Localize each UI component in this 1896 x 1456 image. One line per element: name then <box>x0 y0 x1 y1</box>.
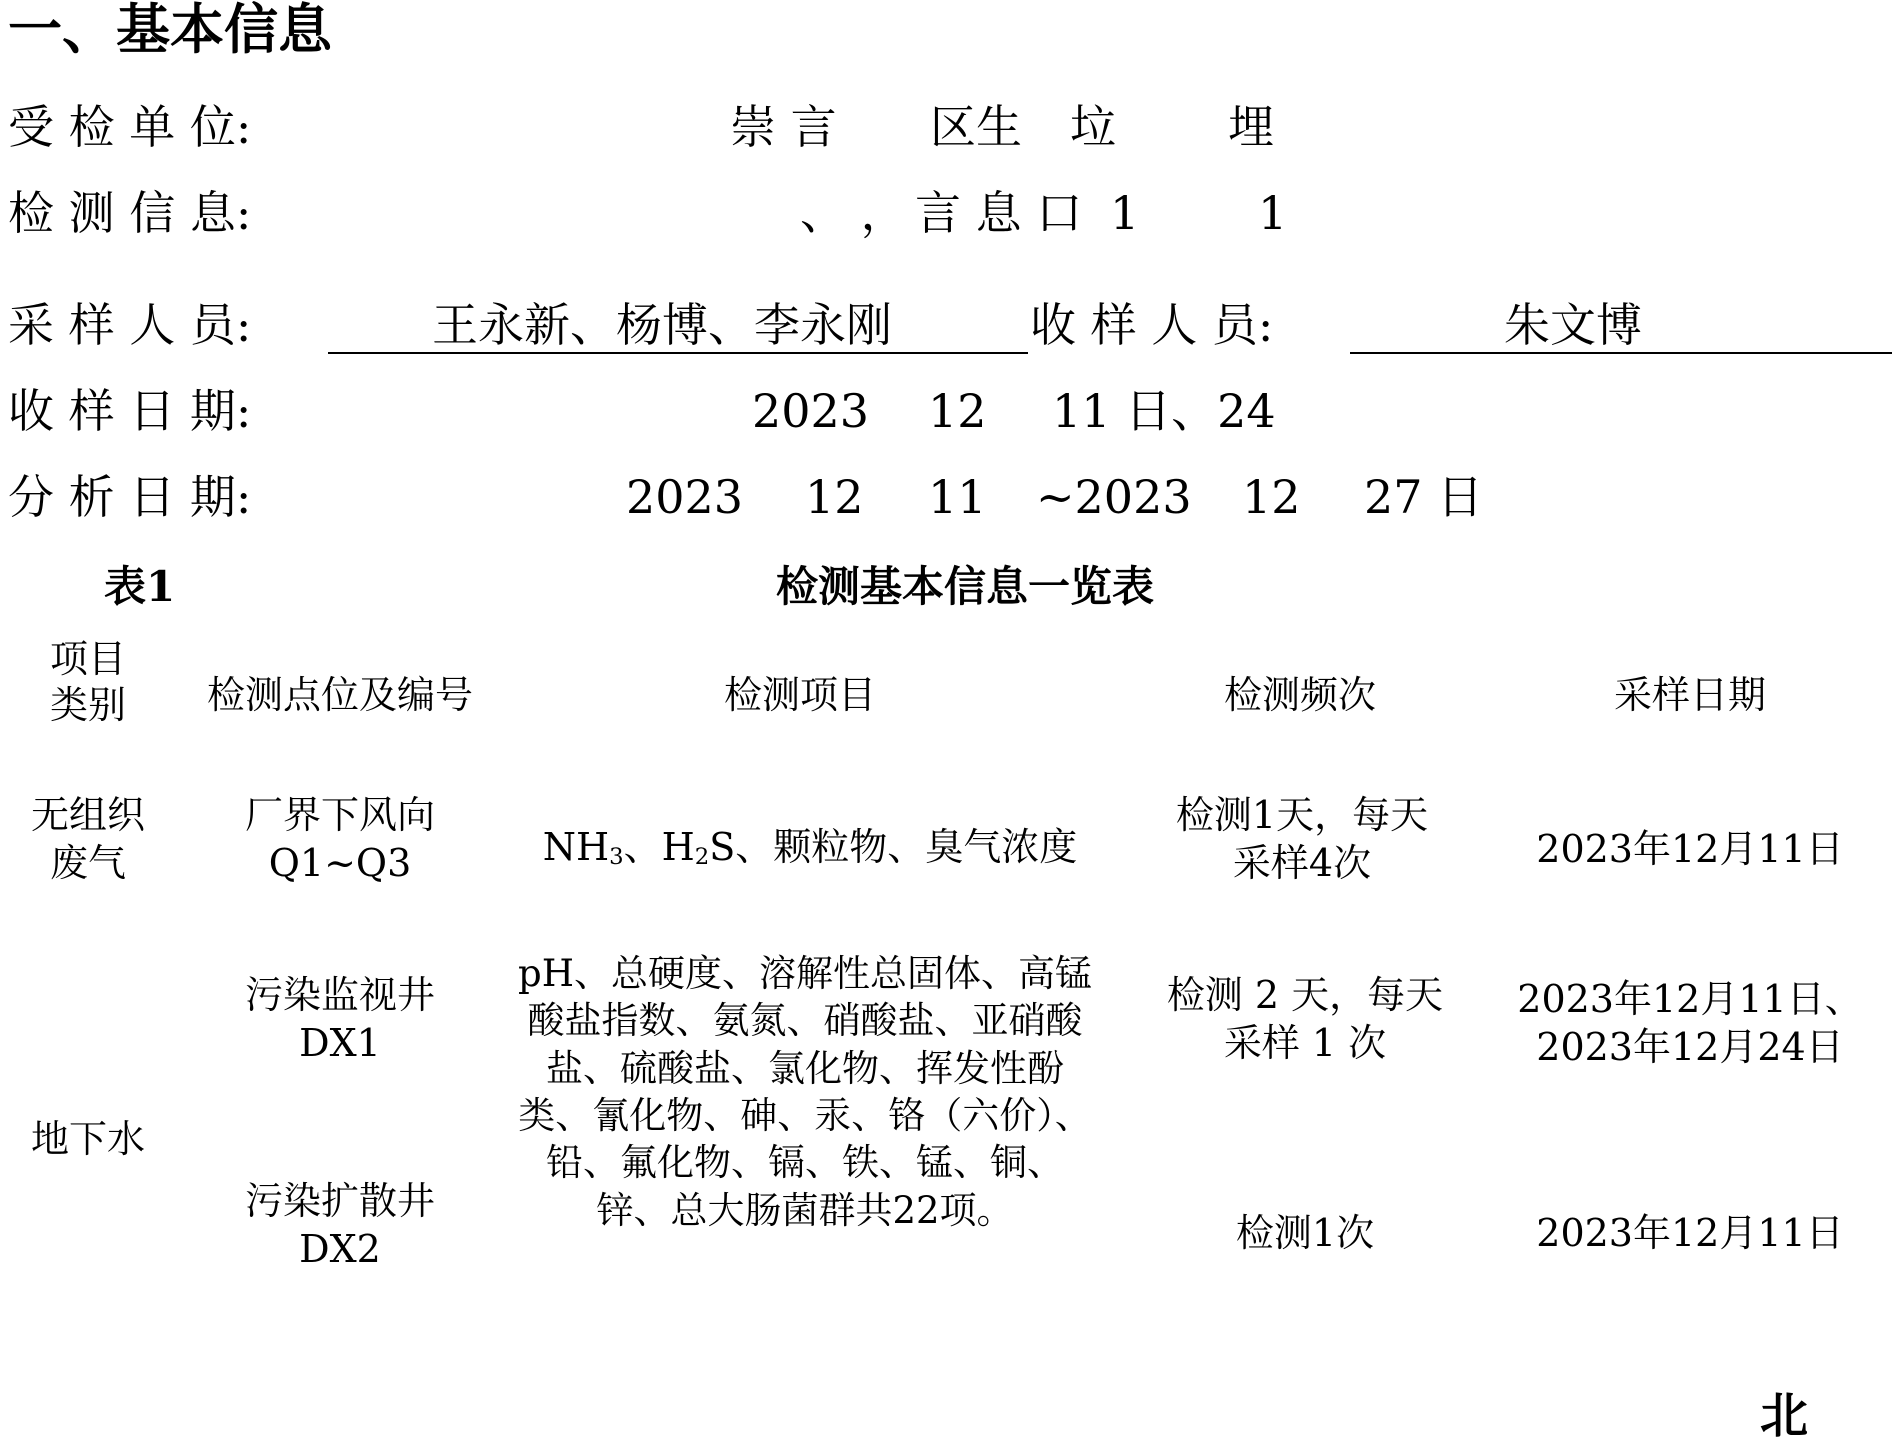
analysis-date-month-1: 12 <box>805 470 864 524</box>
table-row-3-date: 2023年12月11日 <box>1536 1211 1844 1255</box>
header-category: 项目类别 <box>49 637 126 728</box>
analysis-date-day-1: 11 <box>928 470 987 524</box>
table-row-2-items: pH、总硬度、溶解性总固体、高锰酸盐指数、氨氮、硝酸盐、亚硝酸盐、硫酸盐、氯化物、挥发性酚类、氰化物、砷、汞、铬（六价）、铅、氟化物、镉、铁、锰、铜、锌、总大肠菌群共22项。 <box>518 952 1092 1232</box>
header-date: 采样日期 <box>1613 673 1766 717</box>
header-items: 检测项目 <box>723 673 876 717</box>
header-point: 检测点位及编号 <box>206 673 473 717</box>
receiver-label: 收 样 人 员: <box>1030 298 1274 352</box>
analysis-date-day-2: 27 日 <box>1364 470 1484 524</box>
table-row-1-frequency: 检测1天，每天采样4次 <box>1175 793 1429 885</box>
table-row-2-point: 污染监视井 DX1 <box>244 973 435 1065</box>
receive-date-label: 收 样 日 期: <box>8 384 252 438</box>
receive-date-year: 2023 <box>752 384 870 438</box>
table-row-2-category: 地下水 <box>30 1117 145 1161</box>
analysis-date-year-2: ~2023 <box>1036 470 1192 524</box>
header-frequency: 检测频次 <box>1223 673 1376 717</box>
test-info-part-4: 1 <box>1258 186 1288 240</box>
table-number: 表1 <box>104 562 176 611</box>
test-info-label: 检 测 信 息: <box>8 186 252 240</box>
test-info-part-2: 言 息 口 <box>915 186 1083 240</box>
table-row-1-category: 无组织废气 <box>30 793 145 885</box>
table-row-3-point: 污染扩散井 DX2 <box>244 1179 435 1271</box>
test-info-part-1: 、 ， <box>800 186 907 240</box>
table-caption: 检测基本信息一览表 <box>776 562 1155 611</box>
table-row-2-frequency: 检测 2 天，每天采样 1 次 <box>1166 973 1444 1065</box>
table-row-2-date: 2023年12月11日、2023年12月24日 <box>1517 977 1863 1069</box>
unit-part-4: 埋 <box>1228 100 1274 154</box>
receive-date-days: 11 日、24 <box>1052 384 1276 438</box>
sampler-value: 王永新、杨博、李永刚 <box>432 298 892 352</box>
table-row-1-items: $NH_3$、$H_2S$、颗粒物、臭气浓度 <box>542 825 1078 871</box>
analysis-date-year-1: 2023 <box>626 470 744 524</box>
corner-mark: 北 <box>1760 1388 1809 1444</box>
sampler-underline <box>328 352 1028 354</box>
receiver-underline <box>1350 352 1892 354</box>
table-row-1-date: 2023年12月11日 <box>1536 827 1844 871</box>
unit-part-3: 垃 <box>1070 100 1116 154</box>
unit-part-2: 区生 <box>930 100 1022 154</box>
sampler-label: 采 样 人 员: <box>8 298 252 352</box>
unit-part-1: 崇 言 <box>730 100 837 154</box>
table-row-3-frequency: 检测1次 <box>1235 1211 1375 1255</box>
analysis-date-label: 分 析 日 期: <box>8 470 252 524</box>
table-row-1-point: 厂界下风向 Q1~Q3 <box>244 793 435 885</box>
test-info-part-3: 1 <box>1110 186 1140 240</box>
unit-label: 受 检 单 位: <box>8 100 252 154</box>
section-title: 一、基本信息 <box>8 0 332 61</box>
receive-date-month: 12 <box>928 384 987 438</box>
receiver-value: 朱文博 <box>1504 298 1642 352</box>
analysis-date-month-2: 12 <box>1242 470 1301 524</box>
